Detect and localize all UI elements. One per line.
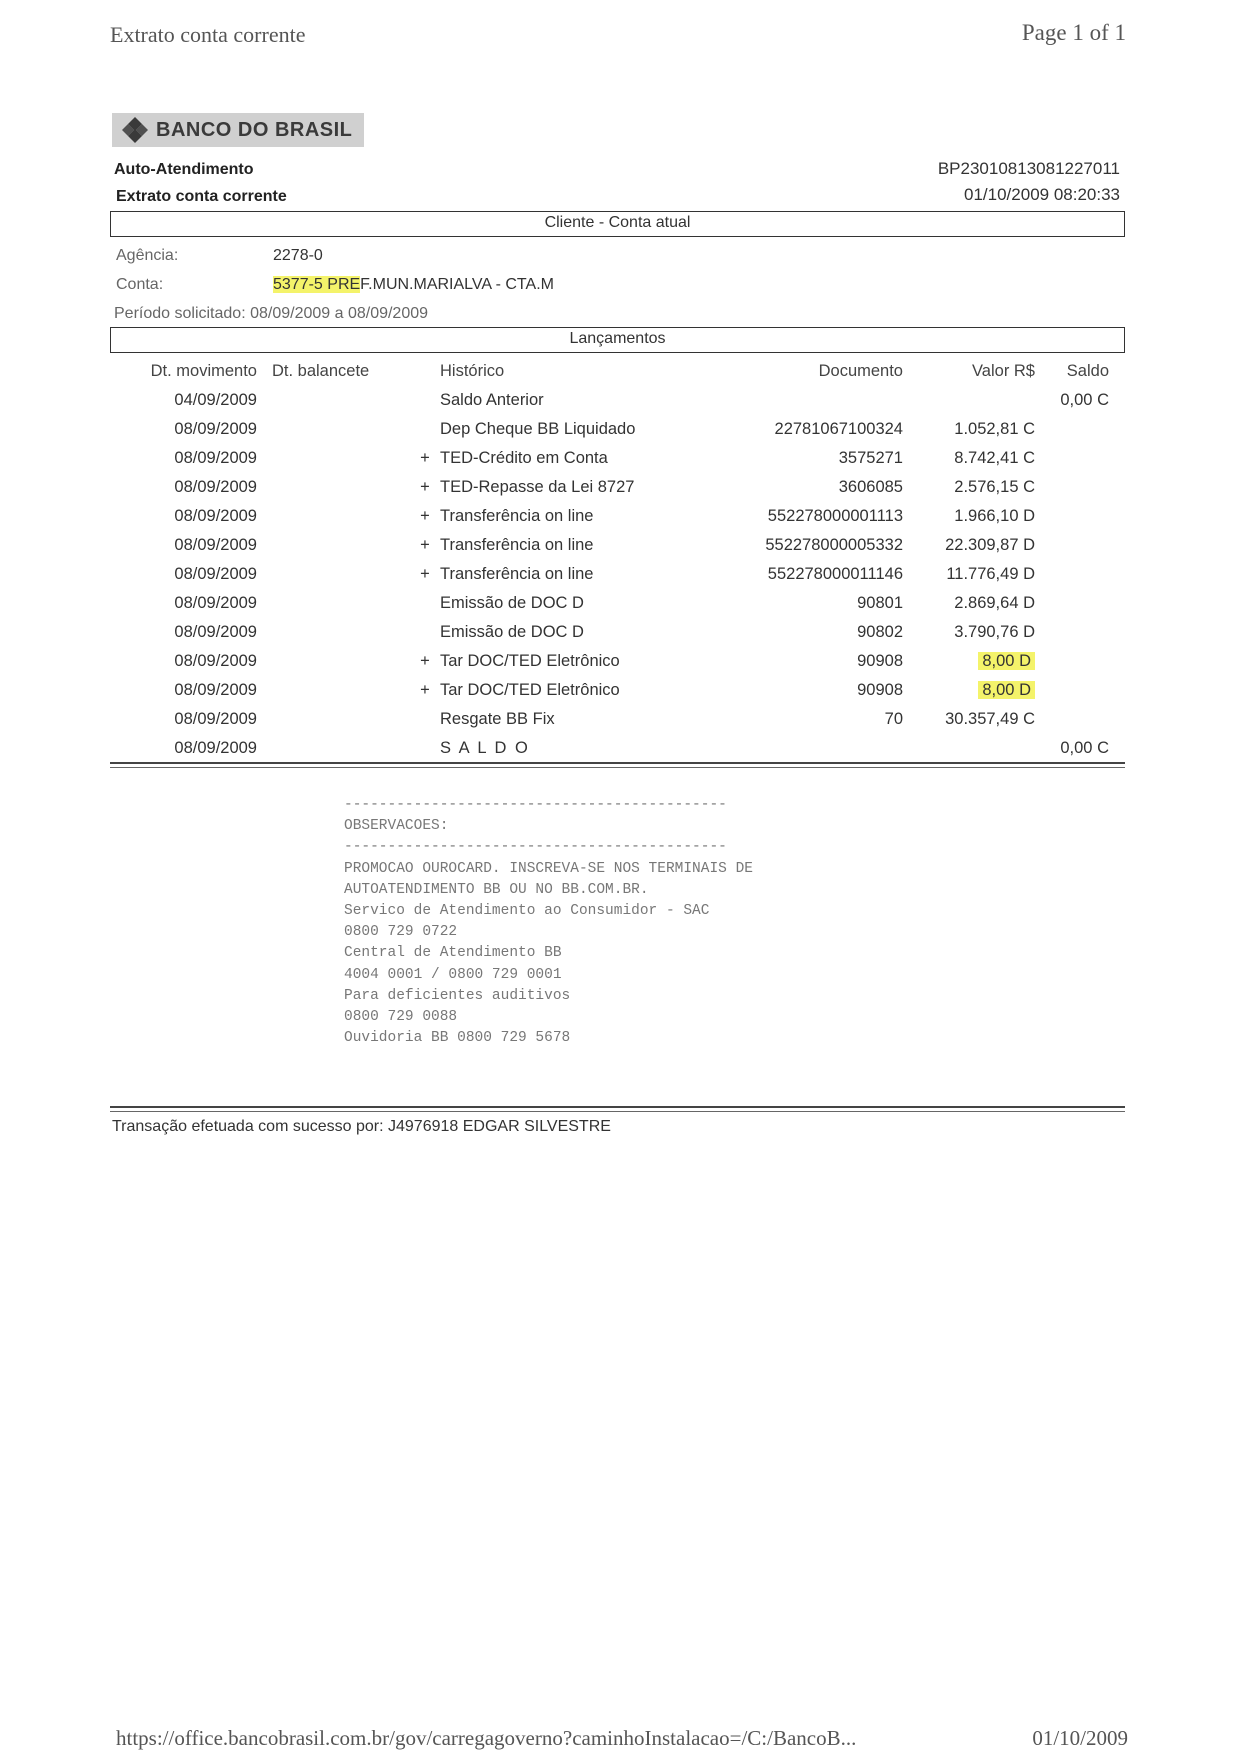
- cell-valor: 22.309,87 D: [945, 536, 1035, 554]
- cell-documento: 552278000005332: [765, 536, 903, 554]
- observacoes-bottom-divider: [110, 1106, 1125, 1108]
- cell-dt-movimento: 08/09/2009: [174, 681, 257, 699]
- observacao-line: 4004 0001 / 0800 729 0001: [344, 966, 562, 983]
- cell-dt-movimento: 08/09/2009: [174, 449, 257, 467]
- table-row: [110, 474, 1125, 503]
- banco-do-brasil-logo-icon: [120, 116, 150, 144]
- cell-documento: 90908: [857, 681, 903, 699]
- observacoes-separator-bottom: --------------------------------------------: [344, 839, 727, 856]
- observacao-line: 0800 729 0088: [344, 1009, 458, 1026]
- cell-historico: Saldo Anterior: [440, 391, 544, 409]
- observacoes-separator-top: --------------------------------------------: [344, 797, 727, 813]
- cell-documento: 22781067100324: [774, 420, 903, 438]
- observacao-line: AUTOATENDIMENTO BB OU NO BB.COM.BR.: [344, 881, 649, 898]
- agencia-label: Agência:: [116, 247, 179, 264]
- table-row: [110, 503, 1125, 532]
- cell-plus-marker: +: [420, 478, 430, 496]
- table-bottom-divider: [110, 762, 1125, 764]
- cell-historico: Emissão de DOC D: [440, 623, 584, 641]
- observacao-line: PROMOCAO OUROCARD. INSCREVA-SE NOS TERMINAIS DE: [344, 860, 753, 877]
- cell-dt-movimento: 08/09/2009: [174, 739, 257, 757]
- cell-historico: S A L D O: [440, 739, 530, 757]
- table-row: [110, 735, 1125, 764]
- cell-historico: Dep Cheque BB Liquidado: [440, 420, 636, 438]
- agencia-value: 2278-0: [273, 247, 323, 264]
- table-row: [110, 416, 1125, 445]
- cell-dt-movimento: 08/09/2009: [174, 623, 257, 641]
- observacoes-lines: [344, 859, 753, 1050]
- cell-documento: 552278000001113: [767, 507, 903, 525]
- bank-logo-text: BANCO DO BRASIL: [156, 118, 353, 141]
- cell-dt-movimento: 08/09/2009: [174, 420, 257, 438]
- column-header-dt-movimento: Dt. movimento: [150, 362, 257, 380]
- cell-plus-marker: +: [420, 565, 430, 583]
- conta-value-highlighted: 5377-5 PRE: [273, 276, 361, 293]
- cell-dt-movimento: 08/09/2009: [174, 710, 257, 728]
- cell-historico: TED-Crédito em Conta: [440, 449, 608, 467]
- document-datetime: 01/10/2009 08:20:33: [964, 185, 1120, 204]
- cell-plus-marker: +: [420, 536, 430, 554]
- lancamentos-table: [110, 358, 1125, 764]
- observacao-line: 0800 729 0722: [344, 924, 458, 941]
- cell-historico: Transferência on line: [440, 507, 594, 525]
- cell-historico: Transferência on line: [440, 565, 594, 583]
- observacoes-title: OBSERVACOES:: [344, 818, 449, 835]
- cliente-section-title: Cliente - Conta atual: [544, 214, 691, 231]
- cell-saldo: 0,00 C: [1060, 391, 1109, 409]
- document-title: Extrato conta corrente: [116, 188, 287, 205]
- footer-url: https://office.bancobrasil.com.br/gov/carregagoverno?caminhoInstalacao=/C:/BancoB...: [116, 1726, 857, 1750]
- cell-dt-movimento: 08/09/2009: [174, 507, 257, 525]
- cell-documento: 90908: [857, 652, 903, 670]
- cell-valor: 8.742,41 C: [954, 449, 1035, 467]
- cell-dt-movimento: 08/09/2009: [174, 536, 257, 554]
- conta-value: [273, 276, 554, 294]
- lancamentos-section-header: [110, 327, 1125, 353]
- table-row: [110, 532, 1125, 561]
- table-row: [110, 445, 1125, 474]
- cell-historico: Resgate BB Fix: [440, 710, 555, 728]
- conta-label: Conta:: [116, 276, 164, 293]
- document-code: BP23010813081227011: [937, 159, 1120, 178]
- cell-documento: 90801: [857, 594, 903, 612]
- observacao-line: Central de Atendimento BB: [344, 945, 562, 962]
- table-row: [110, 561, 1125, 590]
- table-row: [110, 387, 1125, 416]
- cell-valor: 1.966,10 D: [954, 507, 1035, 525]
- table-row: [110, 706, 1125, 735]
- highlighted-valor: 8,00 D: [978, 652, 1035, 670]
- cell-valor: 1.052,81 C: [954, 420, 1035, 438]
- cell-valor: 2.576,15 C: [954, 478, 1035, 496]
- cell-historico: Emissão de DOC D: [440, 594, 584, 612]
- cell-documento: 3606085: [838, 478, 903, 496]
- cell-documento: 90802: [857, 623, 903, 641]
- auto-atendimento-label: Auto-Atendimento: [114, 161, 254, 178]
- cell-valor: 3.790,76 D: [954, 623, 1035, 641]
- cell-historico: Transferência on line: [440, 536, 594, 554]
- cell-valor: 11.776,49 D: [946, 565, 1035, 583]
- cell-dt-movimento: 08/09/2009: [174, 478, 257, 496]
- cell-dt-movimento: 08/09/2009: [174, 565, 257, 583]
- table-row: [110, 648, 1125, 677]
- cell-historico: Tar DOC/TED Eletrônico: [440, 652, 620, 670]
- column-header-historico: Histórico: [440, 362, 505, 380]
- conta-value-rest: F.MUN.MARIALVA - CTA.M: [360, 276, 554, 293]
- table-body: [110, 387, 1125, 764]
- cell-saldo: 0,00 C: [1060, 739, 1109, 757]
- cell-plus-marker: +: [420, 449, 430, 467]
- highlighted-valor: 8,00 D: [978, 681, 1035, 699]
- table-row: [110, 677, 1125, 706]
- transacao-status: Transação efetuada com sucesso por: J4976918 EDGAR SILVESTRE: [112, 1118, 611, 1135]
- cell-plus-marker: +: [420, 507, 430, 525]
- cell-documento: 3575271: [838, 449, 903, 467]
- observacoes-block: [344, 795, 753, 1049]
- cell-historico: TED-Repasse da Lei 8727: [440, 478, 635, 496]
- table-row: [110, 590, 1125, 619]
- cell-plus-marker: +: [420, 681, 430, 699]
- observacao-line: Servico de Atendimento ao Consumidor - SAC: [344, 903, 710, 920]
- cell-valor: 30.357,49 C: [945, 710, 1035, 728]
- cell-dt-movimento: 08/09/2009: [174, 652, 257, 670]
- cell-dt-movimento: 04/09/2009: [174, 391, 257, 409]
- table-header-row: [110, 358, 1125, 387]
- column-header-saldo: Saldo: [1066, 362, 1109, 380]
- cell-valor: [895, 681, 1035, 700]
- cliente-section-header: [110, 211, 1125, 237]
- page-indicator: Page 1 of 1: [1021, 20, 1126, 45]
- lancamentos-section-title: Lançamentos: [569, 330, 666, 347]
- observacao-line: Para deficientes auditivos: [344, 987, 571, 1004]
- column-header-valor: Valor R$: [972, 362, 1035, 380]
- periodo-solicitado: Período solicitado: 08/09/2009 a 08/09/2009: [114, 305, 429, 322]
- table-row: [110, 619, 1125, 648]
- bank-logo: [112, 113, 364, 147]
- cell-valor: [895, 652, 1035, 671]
- column-header-dt-balancete: Dt. balancete: [272, 362, 370, 380]
- cell-documento: 552278000011146: [767, 565, 903, 583]
- column-header-documento: Documento: [818, 362, 903, 380]
- cell-dt-movimento: 08/09/2009: [174, 594, 257, 612]
- cell-plus-marker: +: [420, 652, 430, 670]
- cell-documento: 70: [884, 710, 903, 728]
- footer-date: 01/10/2009: [1032, 1726, 1128, 1750]
- cell-historico: Tar DOC/TED Eletrônico: [440, 681, 620, 699]
- observacao-line: Ouvidoria BB 0800 729 5678: [344, 1030, 571, 1047]
- browser-page-title: Extrato conta corrente: [110, 22, 306, 47]
- cell-valor: 2.869,64 D: [954, 594, 1035, 612]
